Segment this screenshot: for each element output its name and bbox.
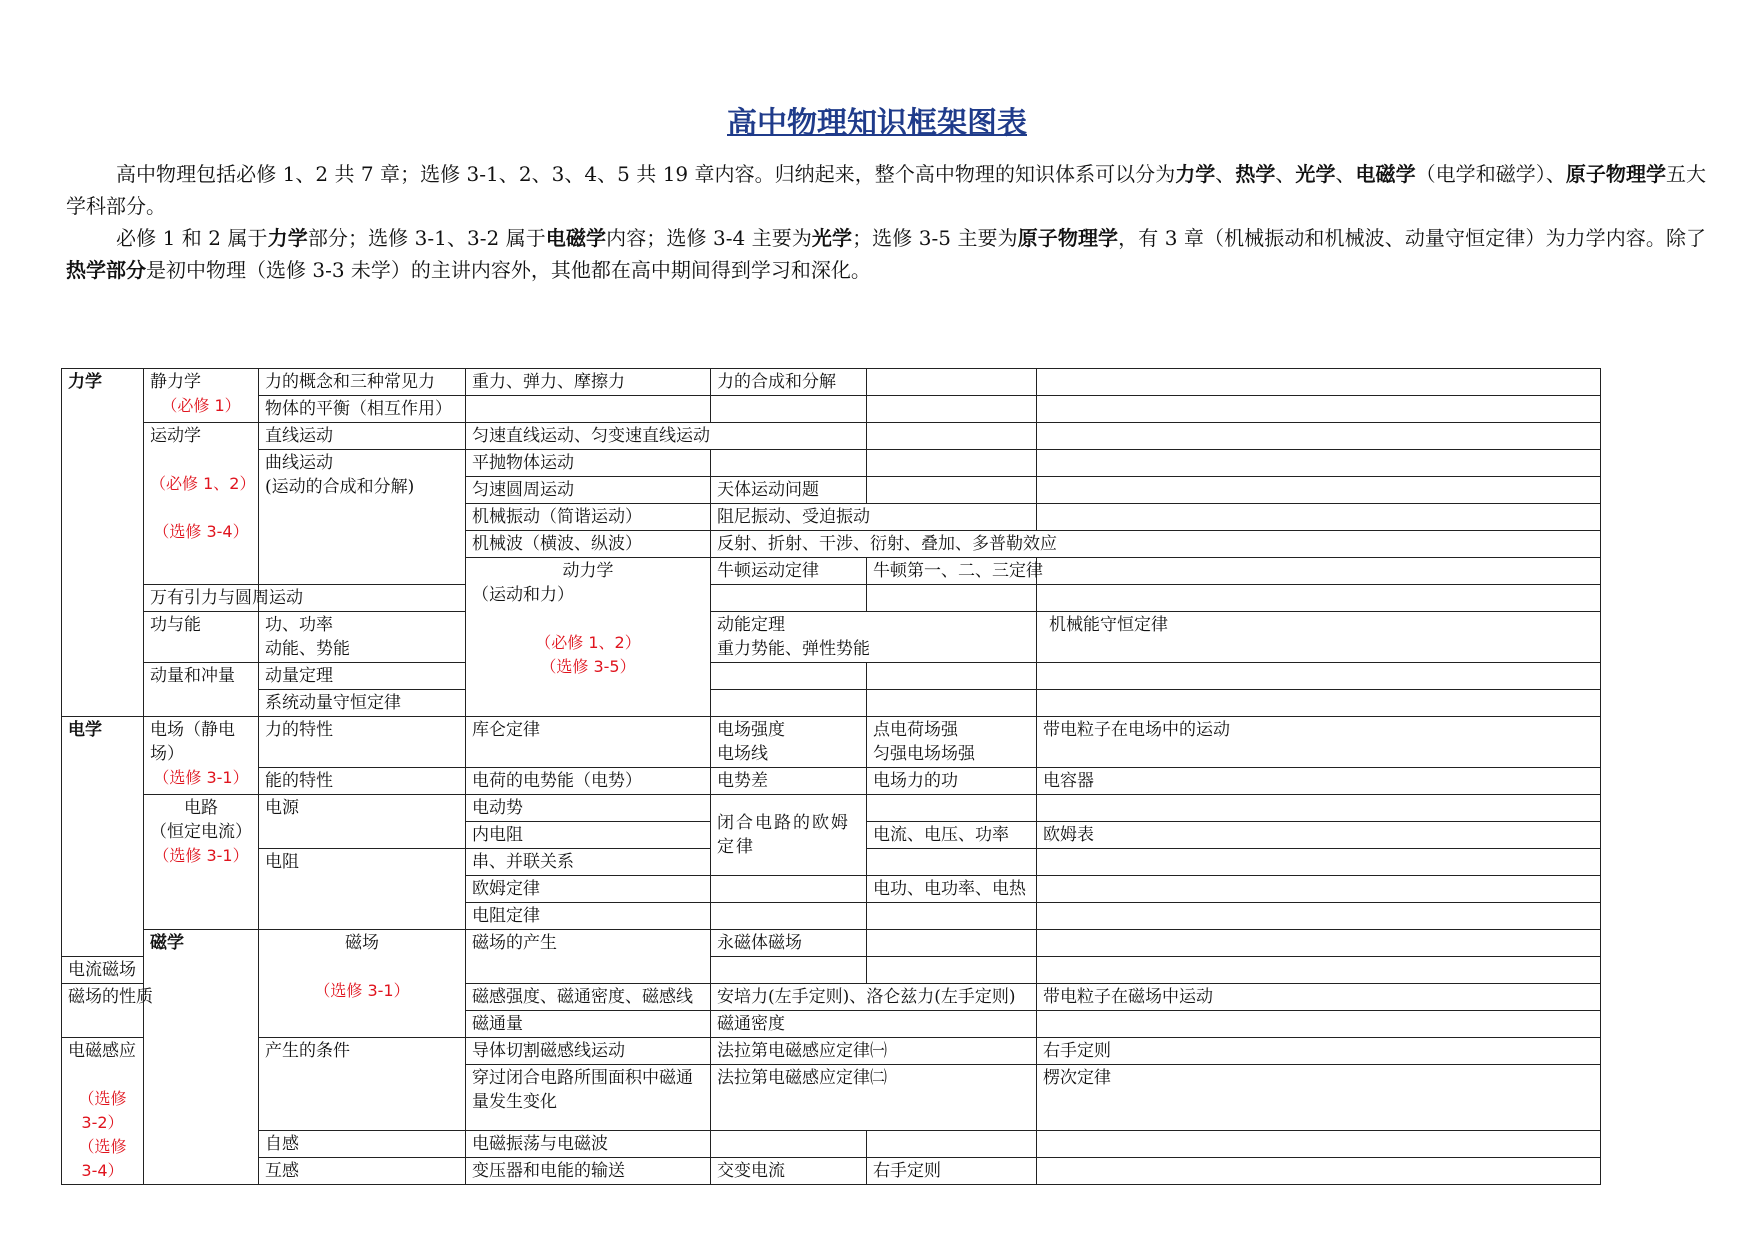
intro-bold: 原子物理学	[1565, 162, 1667, 186]
intro-bold: 电磁学	[1355, 162, 1416, 186]
page-title-text: 高中物理知识框架图表	[727, 106, 1027, 141]
table-cell	[711, 903, 867, 930]
course-tag: （必修 1）	[161, 396, 241, 415]
course-tag: （选修 3-1）	[314, 981, 410, 1000]
intro-bold: 光学	[811, 226, 853, 250]
table-cell: 右手定则	[867, 1158, 1037, 1185]
table-row	[62, 930, 1601, 957]
table-cell	[867, 423, 1037, 450]
table-row	[62, 1038, 1601, 1065]
section-magnetism: 磁学	[144, 930, 259, 1185]
subsection-label: 电场（静电场）	[150, 720, 235, 764]
table-cell: 万有引力与圆周运动	[144, 585, 259, 612]
table-cell: 平抛物体运动	[466, 450, 711, 477]
cell-line: 电场线	[717, 744, 768, 764]
cell-line: 匀强电场场强	[873, 744, 975, 764]
table-cell: 法拉第电磁感应定律㈡	[711, 1065, 1037, 1131]
cell-line: 功、功率	[265, 615, 333, 635]
table-cell	[1037, 663, 1601, 690]
table-cell	[867, 717, 1037, 768]
course-tag: （选修 3-2）	[78, 1089, 127, 1132]
table-cell	[1037, 930, 1601, 957]
intro-bold: 原子物理学	[1017, 226, 1119, 250]
knowledge-table-wrap	[61, 368, 1600, 1185]
table-cell	[711, 717, 867, 768]
table-cell	[867, 849, 1037, 876]
table-cell: 安培力(左手定则)、洛仑兹力(左手定则)	[711, 984, 1037, 1011]
section-mechanics: 力学	[62, 369, 144, 717]
table-row	[62, 690, 1601, 717]
table-row	[62, 717, 1601, 768]
table-cell	[867, 903, 1037, 930]
subsection-statics	[144, 369, 259, 423]
table-cell: 动量定理	[259, 663, 466, 690]
table-cell: 闭合电路的欧姆定律	[711, 795, 867, 876]
table-cell	[1037, 876, 1601, 903]
subsection-label: 动力学	[562, 561, 614, 581]
table-cell	[711, 876, 867, 903]
subsection-label: （运动和力）	[472, 585, 574, 605]
table-cell	[1037, 477, 1601, 504]
table-cell	[1037, 558, 1601, 585]
cell-line: 电场强度	[717, 720, 785, 740]
table-cell	[1037, 504, 1601, 531]
table-row	[62, 369, 1601, 396]
table-cell: 功与能	[144, 612, 259, 663]
table-cell: 电动势	[466, 795, 711, 822]
table-row	[62, 795, 1601, 822]
table-cell: 法拉第电磁感应定律㈠	[711, 1038, 1037, 1065]
table-cell: 匀速圆周运动	[466, 477, 711, 504]
table-cell: 互感	[259, 1158, 466, 1185]
table-cell: 力的概念和三种常见力	[259, 369, 466, 396]
course-tag: （选修 3-1）	[153, 768, 249, 787]
intro-bold: 光学	[1295, 162, 1336, 186]
table-cell	[1037, 369, 1601, 396]
subsection-label: 运动学	[150, 426, 201, 446]
table-cell	[1037, 1131, 1601, 1158]
table-cell	[867, 795, 1037, 822]
cell-line: 动能、势能	[265, 639, 350, 659]
intro-bold: 力学	[1175, 162, 1216, 186]
table-cell	[259, 612, 466, 663]
table-cell	[867, 450, 1037, 477]
subsection-label: （恒定电流）	[150, 822, 252, 842]
intro-text-span: ，有 3 章（机械振动和机械波、动量守恒定律）为力学内容。除了	[1118, 226, 1707, 250]
table-cell: 牛顿第一、二、三定律	[867, 558, 1037, 585]
table-cell: 交变电流	[711, 1158, 867, 1185]
table-cell: 导体切割磁感线运动	[466, 1038, 711, 1065]
table-cell	[1037, 396, 1601, 423]
table-cell	[867, 396, 1037, 423]
cell-line: (运动的合成和分解)	[265, 477, 415, 497]
table-cell	[1037, 795, 1601, 822]
subsection-magnetic-field	[259, 930, 466, 1038]
table-cell: 机械能守恒定律	[1037, 612, 1601, 663]
table-cell: 电阻	[259, 849, 466, 930]
subsection-label: 电磁感应	[68, 1041, 136, 1061]
intro-paragraph-1	[66, 158, 1706, 222]
table-cell	[711, 396, 867, 423]
intro-text-span: 、	[1215, 162, 1236, 186]
table-cell: 磁通量	[466, 1011, 711, 1038]
intro-text-span: 、	[1335, 162, 1356, 186]
subsection-dynamics	[466, 558, 711, 717]
section-electricity: 电学	[62, 717, 144, 957]
table-row	[62, 450, 1601, 477]
table-cell	[711, 612, 1037, 663]
subsection-kinematics	[144, 423, 259, 585]
table-cell: 内电阻	[466, 822, 711, 849]
cell-line: 动能定理	[717, 615, 785, 635]
table-cell	[1037, 1158, 1601, 1185]
table-cell: 电流磁场	[62, 957, 144, 984]
table-cell	[1037, 957, 1601, 984]
table-cell	[1037, 585, 1601, 612]
intro-text-span: 内容；选修 3-4 主要为	[606, 226, 812, 250]
table-cell	[711, 450, 867, 477]
cell-line: 曲线运动	[265, 453, 333, 473]
table-cell: 磁场的性质	[62, 984, 144, 1038]
table-cell	[711, 1131, 867, 1158]
intro-text-span: 、	[1275, 162, 1296, 186]
table-row	[62, 423, 1601, 450]
table-cell: 电磁振荡与电磁波	[466, 1131, 711, 1158]
intro-text-span: 部分；选修 3-1、3-2 属于	[307, 226, 546, 250]
intro-bold: 力学	[267, 226, 308, 250]
subsection-label: 静力学	[150, 372, 201, 392]
table-cell	[1037, 903, 1601, 930]
table-cell	[711, 585, 867, 612]
table-cell	[867, 477, 1037, 504]
table-cell: 动量和冲量	[144, 663, 259, 717]
table-row	[62, 1131, 1601, 1158]
cell-line: 重力势能、弹性势能	[717, 639, 870, 659]
table-cell	[259, 450, 466, 585]
table-cell: 电容器	[1037, 768, 1601, 795]
table-cell	[867, 1131, 1037, 1158]
table-cell	[1037, 423, 1601, 450]
table-cell	[1037, 450, 1601, 477]
table-cell: 力的合成和分解	[711, 369, 867, 396]
course-tag: （必修 1、2）	[150, 474, 256, 493]
table-cell: 机械振动（简谐运动）	[466, 504, 711, 531]
table-row	[62, 396, 1601, 423]
table-row	[62, 663, 1601, 690]
table-cell	[466, 396, 711, 423]
table-cell: 天体运动问题	[711, 477, 867, 504]
table-cell: 带电粒子在磁场中运动	[1037, 984, 1601, 1011]
table-cell: 机械波（横波、纵波）	[466, 531, 711, 558]
table-cell	[867, 957, 1037, 984]
table-cell	[711, 957, 867, 984]
table-cell: 物体的平衡（相互作用）	[259, 396, 466, 423]
intro-text	[66, 158, 1706, 286]
subsection-label: 磁场	[345, 933, 379, 953]
table-cell: 电荷的电势能（电势）	[466, 768, 711, 795]
table-cell	[711, 663, 867, 690]
intro-text-span: ；选修 3-5 主要为	[852, 226, 1018, 250]
intro-paragraph-2	[66, 222, 1706, 286]
table-cell	[1037, 849, 1601, 876]
table-cell: 电势差	[711, 768, 867, 795]
table-cell: 直线运动	[259, 423, 466, 450]
table-cell	[867, 690, 1037, 717]
table-cell: 串、并联关系	[466, 849, 711, 876]
cell-line: 点电荷场强	[873, 720, 958, 740]
course-tag: （必修 1、2）	[535, 633, 641, 652]
intro-text-span: 高中物理包括必修 1、2 共 7 章；选修 3-1、2、3、4、5 共 19 章内容。归纳起来，整个高中物理的知识体系可以分为	[116, 162, 1176, 186]
table-cell: 匀速直线运动、匀变速直线运动	[466, 423, 867, 450]
table-cell: 欧姆定律	[466, 876, 711, 903]
table-cell: 牛顿运动定律	[711, 558, 867, 585]
table-cell: 变压器和电能的输送	[466, 1158, 711, 1185]
table-cell: 右手定则	[1037, 1038, 1601, 1065]
table-cell: 带电粒子在电场中的运动	[1037, 717, 1601, 768]
table-cell	[1037, 690, 1601, 717]
table-cell: 电源	[259, 795, 466, 849]
page-title	[0, 104, 1754, 144]
table-cell: 电流、电压、功率	[867, 822, 1037, 849]
course-tag: （选修 3-5）	[540, 657, 636, 676]
knowledge-table	[61, 368, 1601, 1185]
table-cell: 磁场的产生	[466, 930, 711, 984]
course-tag: （选修 3-1）	[153, 846, 249, 865]
table-cell: 电功、电功率、电热	[867, 876, 1037, 903]
table-row	[62, 585, 1601, 612]
course-tag: （选修 3-4）	[78, 1137, 127, 1180]
subsection-circuit	[144, 795, 259, 930]
table-cell	[867, 930, 1037, 957]
course-tag: （选修 3-4）	[153, 522, 249, 541]
subsection-electric-field	[144, 717, 259, 795]
table-cell	[867, 585, 1037, 612]
intro-bold: 热学	[1235, 162, 1276, 186]
table-cell	[1037, 1011, 1601, 1038]
table-row	[62, 768, 1601, 795]
intro-bold: 电磁学	[545, 226, 607, 250]
table-cell: 自感	[259, 1131, 466, 1158]
table-cell	[867, 369, 1037, 396]
subsection-label: 电路	[184, 798, 218, 818]
intro-text-span: 是初中物理（选修 3-3 未学）的主讲内容外，其他都在高中期间得到学习和深化。	[146, 258, 871, 282]
table-cell: 力的特性	[259, 717, 466, 768]
table-cell: 电场力的功	[867, 768, 1037, 795]
table-cell: 磁通密度	[711, 1011, 1037, 1038]
table-cell: 库仑定律	[466, 717, 711, 768]
table-cell: 重力、弹力、摩擦力	[466, 369, 711, 396]
intro-text-span: 必修 1 和 2 属于	[116, 226, 268, 250]
table-cell: 永磁体磁场	[711, 930, 867, 957]
table-cell: 反射、折射、干涉、衍射、叠加、多普勒效应	[711, 531, 1601, 558]
intro-bold: 热学部分	[66, 258, 146, 282]
table-cell: 系统动量守恒定律	[259, 690, 466, 717]
table-cell: 电阻定律	[466, 903, 711, 930]
intro-text-span: 五大学科部分。	[66, 162, 1707, 218]
table-row	[62, 1158, 1601, 1185]
table-cell: 楞次定律	[1037, 1065, 1601, 1131]
table-cell: 磁感强度、磁通密度、磁感线	[466, 984, 711, 1011]
table-cell: 产生的条件	[259, 1038, 466, 1131]
table-cell: 欧姆表	[1037, 822, 1601, 849]
table-cell	[867, 663, 1037, 690]
table-cell: 阻尼振动、受迫振动	[711, 504, 1037, 531]
table-cell: 穿过闭合电路所围面积中磁通量发生变化	[466, 1065, 711, 1131]
subsection-induction	[62, 1038, 144, 1185]
table-cell	[711, 690, 867, 717]
table-cell: 能的特性	[259, 768, 466, 795]
intro-text-span: （电学和磁学）、	[1415, 162, 1566, 186]
